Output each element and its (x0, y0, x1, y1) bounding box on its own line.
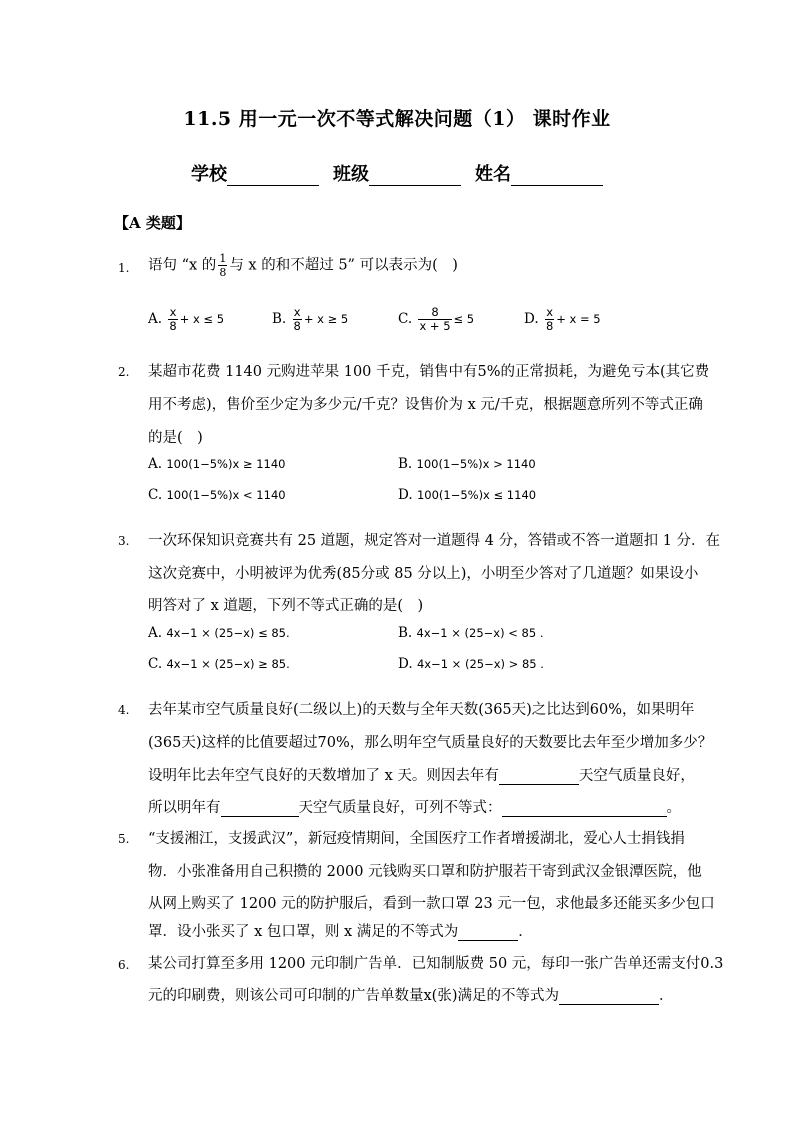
name-blank[interactable] (511, 165, 603, 186)
option-c[interactable]: C. $\frac{8}{x + 5}$ ≤ 5 (398, 305, 475, 333)
question-6-line: 某公司打算至多用 1200 元印制广告单．已知制版费 50 元，每印一张广告单还需支付0.3 (148, 956, 724, 972)
option-d[interactable]: D. 100(1−5%)x ≤ 1140 (398, 487, 537, 503)
answer-blank[interactable] (502, 801, 667, 817)
question-4-line: 去年某市空气质量良好(二级以上)的天数与全年天数(365天)之比达到60%，如果明年 (148, 702, 695, 718)
class-blank[interactable] (369, 165, 461, 186)
question-1-stem: 语句 “x 的 $\frac{1}{8}$ 与 x 的和不超过 5” 可以表示为( ) (148, 252, 458, 279)
option-b[interactable]: B. 4x−1 × (25−x) < 85 . (398, 625, 544, 641)
question-2-line: 某超市花费 1140 元购进苹果 100 千克，销售中有5%的正常损耗，为避免亏本(其它费 (148, 364, 710, 380)
option-d[interactable]: D. $\frac{x}{8}$ + x = 5 (524, 305, 601, 333)
student-info (0, 160, 794, 186)
question-number: 6. (118, 958, 130, 972)
question-number: 2. (118, 365, 130, 379)
question-number: 3. (118, 534, 130, 548)
question-2-line: 用不考虑)，售价至少定为多少元/千克？设售价为 x 元/千克，根据题意所列不等式正确 (148, 397, 703, 413)
name-label: 姓名 (475, 164, 511, 185)
question-3-line: 明答对了 x 道题，下列不等式正确的是( ) (148, 598, 424, 614)
question-5-line: 罩．设小张买了 x 包口罩，则 x 满足的不等式为 ． (148, 924, 533, 940)
question-4-line: 所以明年有 天空气质量良好，可列不等式： 。 (148, 800, 681, 816)
question-5-line: 物．小张准备用自己积攒的 2000 元钱购买口罩和防护服若干寄到武汉金银潭医院，他 (148, 864, 702, 880)
question-number: 5. (118, 832, 130, 846)
class-label: 班级 (333, 164, 369, 185)
option-a[interactable]: A. 4x−1 × (25−x) ≤ 85. (148, 625, 290, 641)
question-5-line: 从网上购买了 1200 元的防护服后，看到一款口罩 23 元一包，求他最多还能买多少包口 (148, 896, 715, 912)
section-heading: 【A 类题】 (114, 214, 191, 232)
answer-blank[interactable] (221, 801, 299, 817)
question-5-line: “支援湘江，支援武汉”，新冠疫情期间，全国医疗工作者增援湖北，爱心人士捐钱捐 (148, 831, 685, 847)
answer-blank[interactable] (559, 989, 659, 1005)
option-c[interactable]: C. 4x−1 × (25−x) ≥ 85. (148, 656, 290, 672)
question-number: 4. (118, 703, 130, 717)
question-number: 1. (118, 261, 130, 275)
option-a[interactable]: A. 100(1−5%)x ≥ 1140 (148, 456, 286, 472)
question-3-line: 一次环保知识竞赛共有 25 道题，规定答对一道题得 4 分，答错或不答一道题扣 1 分．在 (148, 533, 721, 549)
school-blank[interactable] (227, 165, 319, 186)
option-b[interactable]: B. $\frac{x}{8}$ + x ≥ 5 (272, 305, 349, 333)
option-a[interactable]: A. $\frac{x}{8}$ + x ≤ 5 (148, 305, 225, 333)
answer-blank[interactable] (499, 769, 579, 785)
school-label: 学校 (191, 164, 227, 185)
fraction: $\frac{1}{8}$ (219, 252, 227, 279)
answer-blank[interactable] (458, 925, 518, 941)
question-3-line: 这次竞赛中，小明被评为优秀(85分或 85 分以上)，小明至少答对了几道题？如果设小 (148, 566, 699, 582)
option-d[interactable]: D. 4x−1 × (25−x) > 85 . (398, 656, 544, 672)
question-6-line: 元的印刷费，则该公司可印制的广告单数量x(张)满足的不等式为 ． (148, 988, 674, 1004)
page-title: 11.5 用一元一次不等式解决问题（1） 课时作业 (183, 108, 611, 130)
question-4-line: 设明年比去年空气良好的天数增加了 x 天。则因去年有 天空气质量良好， (148, 768, 695, 784)
option-b[interactable]: B. 100(1−5%)x > 1140 (398, 456, 536, 472)
question-2-line: 的是( ) (148, 430, 203, 446)
question-4-line: (365天)这样的比值要超过70%，那么明年空气质量良好的天数要比去年至少增加多少？ (148, 735, 713, 751)
option-c[interactable]: C. 100(1−5%)x < 1140 (148, 487, 286, 503)
